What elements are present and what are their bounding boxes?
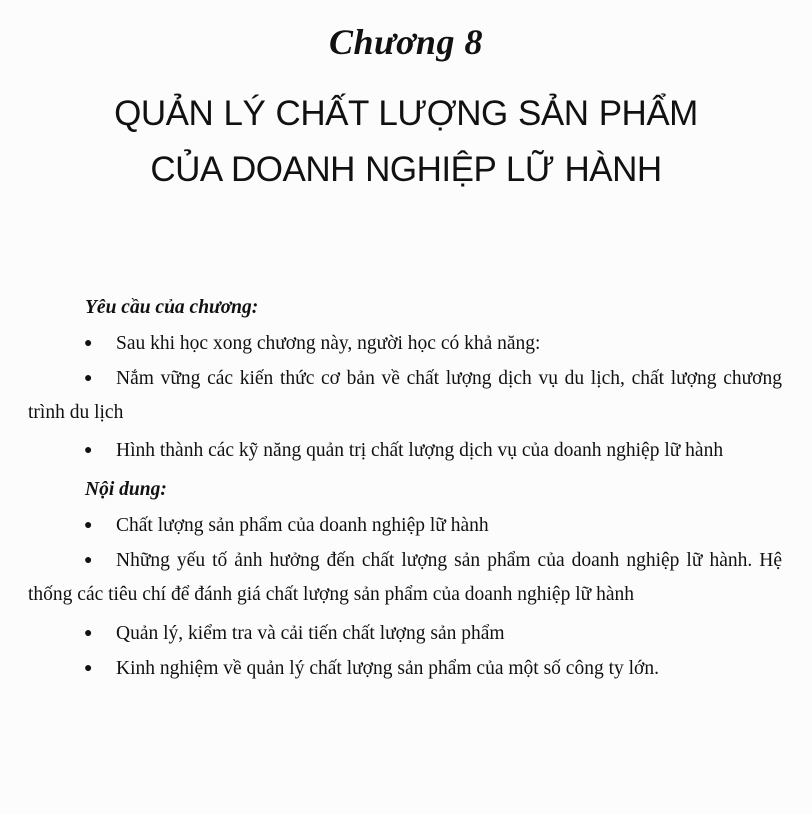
requirement-text: Hình thành các kỹ năng quản trị chất lượng dịch vụ của doanh nghiệp lữ hành <box>116 440 724 461</box>
requirement-item <box>28 326 782 362</box>
content-text: Quản lý, kiểm tra và cải tiến chất lượng sản phẩm <box>116 623 505 644</box>
content-item <box>28 544 782 612</box>
bullet-icon: ● <box>84 443 93 458</box>
content-text: Chất lượng sản phẩm của doanh nghiệp lữ hành <box>116 515 489 536</box>
contents-heading: Nội dung: <box>85 479 167 500</box>
content-item <box>28 616 782 652</box>
chapter-label: Chương 8 <box>329 22 483 62</box>
bullet-icon: ● <box>84 371 93 386</box>
content-item <box>28 508 782 544</box>
requirements-heading: Yêu cầu của chương: <box>85 297 259 318</box>
chapter-title-line-1: QUẢN LÝ CHẤT LƯỢNG SẢN PHẨM <box>114 94 698 133</box>
bullet-icon: ● <box>84 553 93 568</box>
content-text: Những yếu tố ảnh hưởng đến chất lượng sản phẩm của doanh nghiệp lữ hành. Hệ thống các tiêu chí để đánh giá chất lượng sản phẩm của doanh nghiệp lữ hành <box>28 550 782 605</box>
requirement-item <box>28 434 782 468</box>
content-text: Kinh nghiệm về quản lý chất lượng sản phẩm của một số công ty lớn. <box>116 658 659 679</box>
chapter-title-line-2: CỦA DOANH NGHIỆP LỮ HÀNH <box>150 150 662 189</box>
chapter-body <box>28 290 782 690</box>
content-item <box>28 652 782 686</box>
bullet-icon: ● <box>84 336 93 351</box>
bullet-icon: ● <box>84 518 93 533</box>
requirement-text: Sau khi học xong chương này, người học có khả năng: <box>116 333 541 354</box>
chapter-title <box>0 86 812 198</box>
bullet-icon: ● <box>84 626 93 641</box>
requirement-text: Nắm vững các kiến thức cơ bản về chất lượng dịch vụ du lịch, chất lượng chương trình du lịch <box>28 368 782 423</box>
bullet-icon: ● <box>84 661 93 676</box>
requirement-item <box>28 362 782 430</box>
